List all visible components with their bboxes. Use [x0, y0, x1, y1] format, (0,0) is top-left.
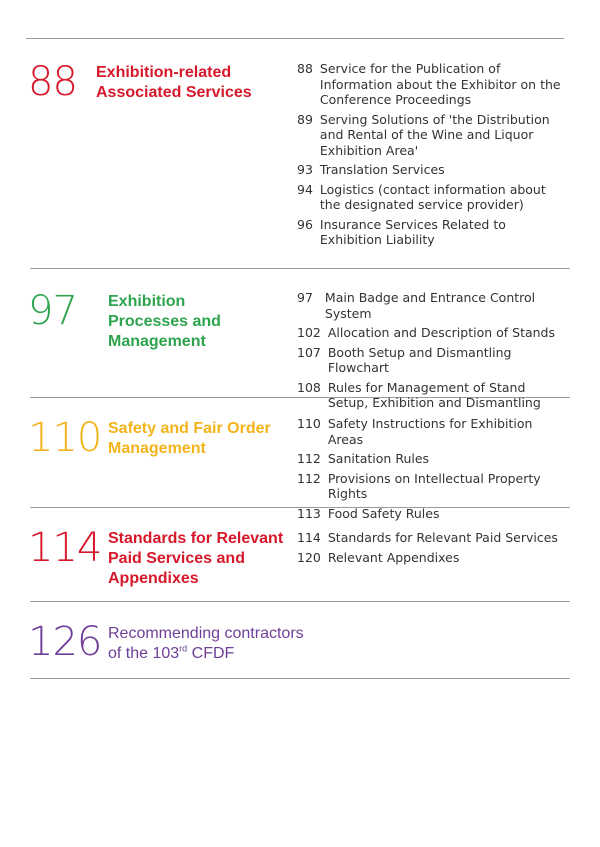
item-page: 96: [297, 216, 313, 232]
item-page: 89: [297, 111, 313, 127]
item-text: Serving Solutions of 'the Distribution and Rental of the Wine and Liquor Exhibition Area': [319, 111, 550, 158]
item-page: 113: [297, 505, 321, 521]
toc-item[interactable]: [297, 182, 563, 213]
item-page: 93: [297, 162, 313, 177]
divider-top: [26, 38, 564, 39]
section-items: [297, 530, 565, 569]
toc-item[interactable]: [297, 530, 565, 546]
section-number: 88: [28, 59, 77, 105]
toc-item[interactable]: [297, 380, 565, 411]
item-text: Safety Instructions for Exhibition Areas: [327, 416, 533, 447]
section-number: 126: [28, 619, 102, 665]
toc-item[interactable]: [297, 416, 565, 447]
item-page: 108: [297, 379, 321, 395]
toc-item[interactable]: [297, 506, 565, 522]
section-title: Exhibition-related Associated Services: [96, 64, 252, 101]
section-items: [297, 290, 565, 415]
divider-5: [30, 678, 570, 679]
item-page: 97: [297, 290, 313, 305]
section-title: Recommending contractors of the 103rd CFDF: [108, 625, 304, 662]
toc-item[interactable]: [297, 451, 565, 467]
section-items: [297, 416, 565, 525]
item-text: Sanitation Rules: [327, 451, 430, 466]
item-text: Provisions on Intellectual Property Rights: [327, 470, 541, 501]
item-page: 88: [297, 61, 313, 76]
toc-item[interactable]: [297, 290, 565, 321]
item-page: 94: [297, 181, 313, 197]
ordinal-superscript: rd: [179, 643, 188, 654]
item-page: 110: [297, 416, 321, 431]
item-page: 112: [297, 451, 321, 466]
toc-item[interactable]: [297, 162, 563, 178]
divider-4: [30, 601, 570, 602]
item-text: Logistics (contact information about the designated service provider): [319, 181, 546, 212]
toc-item[interactable]: [297, 471, 565, 502]
item-page: 112: [297, 470, 321, 486]
section-number: 110: [28, 415, 102, 461]
section-number: 114: [28, 525, 102, 571]
toc-item[interactable]: [297, 550, 565, 566]
toc-item[interactable]: [297, 61, 563, 108]
section-title: Exhibition Processes and Management: [108, 293, 221, 350]
item-text: Service for the Publication of Information about the Exhibitor on the Conference Proceedings: [319, 61, 561, 107]
item-text: Standards for Relevant Paid Services: [327, 530, 558, 545]
item-page: 107: [297, 344, 321, 360]
section-title: Standards for Relevant Paid Services and Appendixes: [108, 530, 284, 587]
item-page: 114: [297, 530, 321, 545]
item-text: Translation Services: [319, 162, 445, 177]
item-text: Relevant Appendixes: [327, 549, 460, 565]
item-text: Main Badge and Entrance Control System: [324, 290, 536, 321]
toc-item[interactable]: [297, 325, 565, 341]
item-text: Rules for Management of Stand Setup, Exhibition and Dismantling: [327, 379, 541, 410]
item-page: 102: [297, 325, 321, 340]
item-text: Food Safety Rules: [327, 505, 440, 521]
toc-item[interactable]: [297, 217, 563, 248]
section-number: 97: [28, 288, 77, 334]
item-text: Booth Setup and Dismantling Flowchart: [327, 344, 512, 375]
toc-item[interactable]: [297, 345, 565, 376]
item-text: Insurance Services Related to Exhibition Liability: [319, 216, 506, 247]
toc-item[interactable]: [297, 112, 563, 159]
item-page: 120: [297, 549, 321, 565]
divider-1: [30, 268, 570, 269]
item-text: Allocation and Description of Stands: [327, 325, 555, 340]
section-title: Safety and Fair Order Management: [108, 420, 271, 457]
section-items: [297, 61, 563, 252]
